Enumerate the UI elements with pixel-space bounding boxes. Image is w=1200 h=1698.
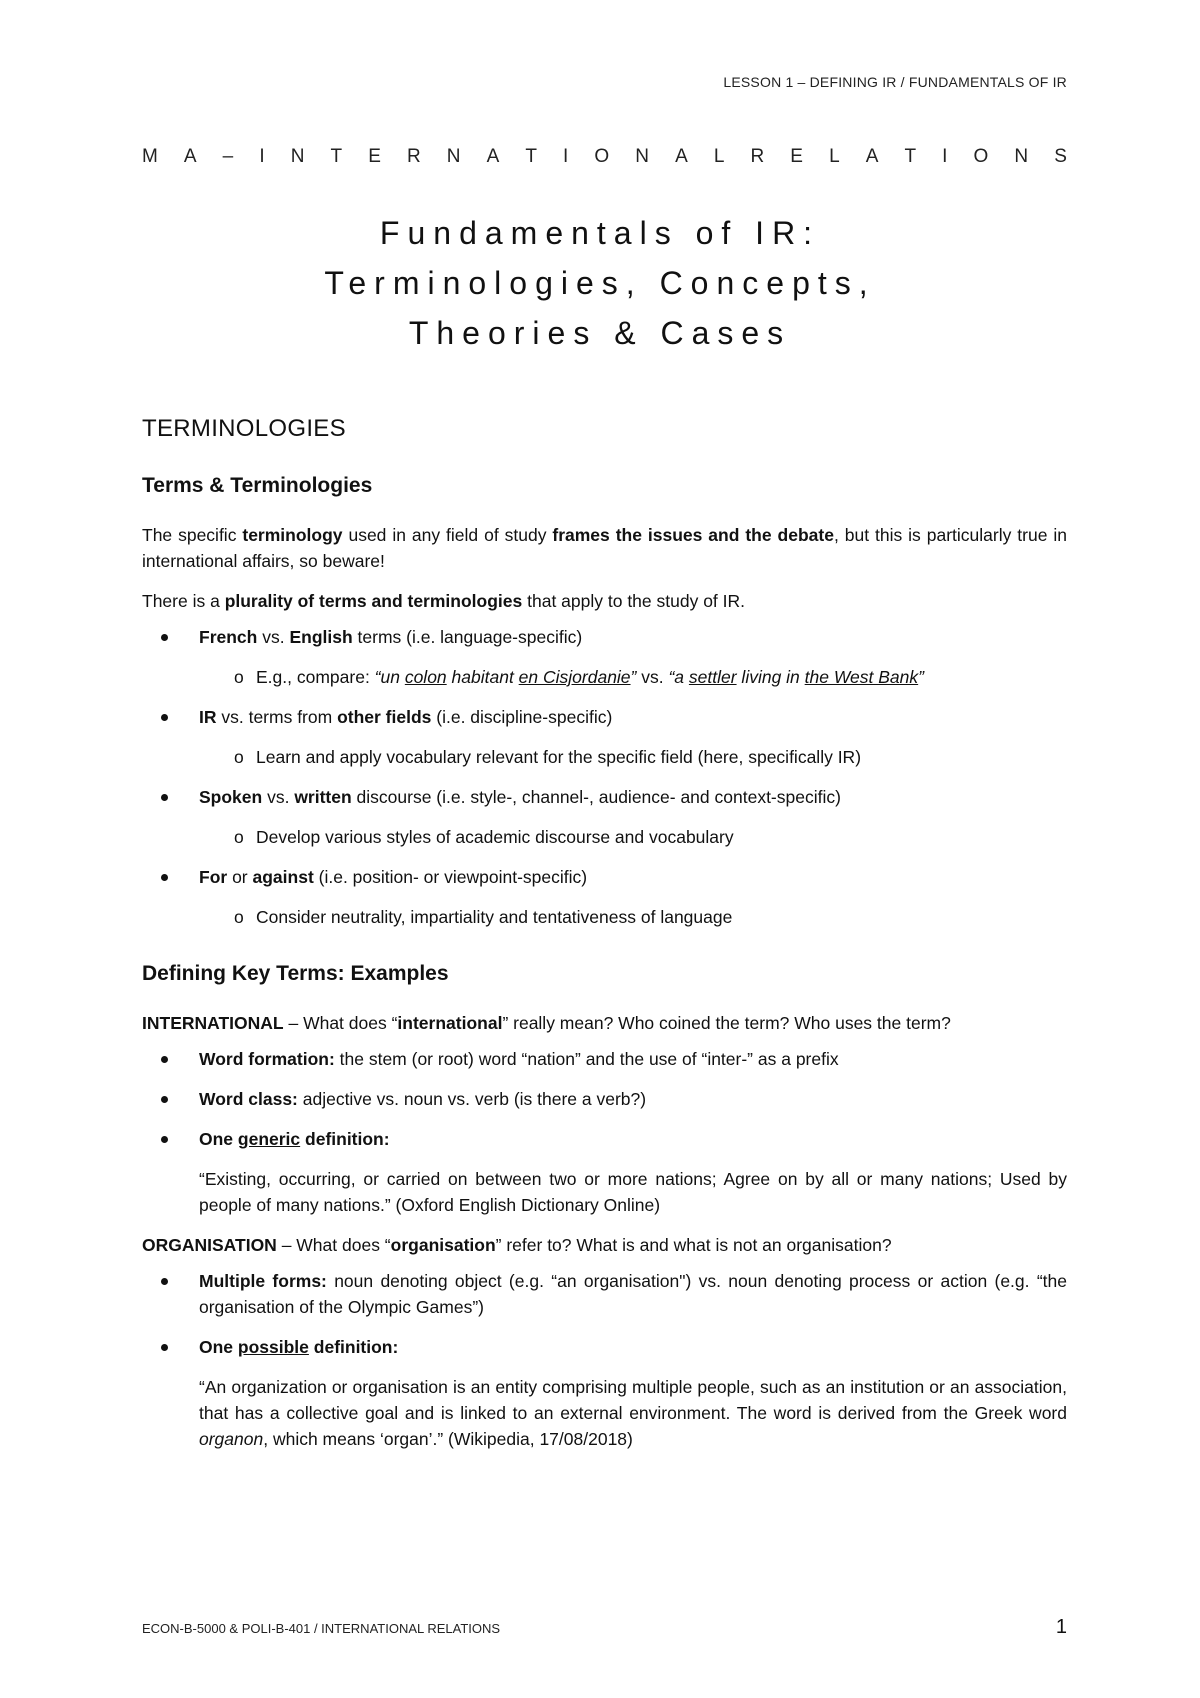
bullet-icon	[161, 1278, 168, 1285]
section-heading-terminologies: TERMINOLOGIES	[142, 415, 346, 442]
list-item: Multiple forms: noun denoting object (e.g. “an organisation") vs. noun denoting process or action (e.g. “the organisation of the Olympic Games”)	[142, 1268, 1067, 1320]
subheading-terms: Terms & Terminologies	[142, 474, 373, 497]
paragraph-international: INTERNATIONAL – What does “international” really mean? Who coined the term? Who uses the term?	[142, 1013, 951, 1033]
sub-list-item: o E.g., compare: “un colon habitant en Cisjordanie” vs. “a settler living in the West Bank”	[199, 664, 1067, 690]
organisation-bullet-list	[142, 1268, 1067, 1452]
list-item: French vs. English terms (i.e. language-specific) o E.g., compare: “un colon habitant en Cisjordanie” vs. “a settler living in the West Bank”	[142, 624, 1067, 690]
bullet-icon	[161, 1096, 168, 1103]
circle-bullet-icon: o	[234, 827, 244, 847]
bullet-icon	[161, 1136, 168, 1143]
definition-quote: “Existing, occurring, or carried on between two or more nations; Agree on by all or many nations; Used by people of many nations.” (Oxford English Dictionary Online)	[199, 1169, 1067, 1215]
banner-letter: R	[406, 146, 421, 167]
banner-letter: N	[635, 146, 649, 167]
list-item: For or against (i.e. position- or viewpoint-specific) o Consider neutrality, impartiality and tentativeness of language	[142, 864, 1067, 930]
paragraph-plurality: There is a plurality of terms and terminologies that apply to the study of IR.	[142, 591, 746, 611]
terminology-bullet-list	[142, 624, 1067, 930]
list-item: One possible definition: “An organization or organisation is an entity comprising multiple people, such as an institution or an association, that has a collective goal and is linked to an external environment. The word is derived from the Greek word organon, which means ‘organ’.” (Wikipedia, 17/08/2018)	[142, 1334, 1067, 1452]
banner-letter: M	[142, 146, 158, 167]
page-number: 1	[1055, 1616, 1067, 1638]
title-line-2: Terminologies, Concepts,	[324, 265, 876, 301]
circle-bullet-icon: o	[234, 667, 244, 687]
bullet-icon	[161, 794, 168, 801]
banner-letter: L	[829, 146, 840, 167]
program-banner	[142, 146, 1067, 168]
bullet-icon	[161, 634, 168, 641]
list-item: IR vs. terms from other fields (i.e. discipline-specific) o Learn and apply vocabulary relevant for the specific field (here, specifically IR)	[142, 704, 1067, 770]
banner-letter: I	[259, 146, 265, 167]
sub-list-item: o Consider neutrality, impartiality and tentativeness of language	[199, 904, 1067, 930]
bullet-icon	[161, 714, 168, 721]
banner-letter: N	[290, 146, 305, 167]
list-item: Spoken vs. written discourse (i.e. style-, channel-, audience- and context-specific) o Develop various styles of academic discourse and vocabulary	[142, 784, 1067, 850]
banner-letter: A	[183, 146, 197, 167]
banner-letter: T	[525, 146, 537, 167]
paragraph-terminology: The specific terminology used in any field of study frames the issues and the debate, but this is particularly true in international affairs, so beware!	[142, 525, 1067, 571]
list-item: One generic definition: “Existing, occurring, or carried on between two or more nations; Agree on by all or many nations; Used by people of many nations.” (Oxford English Dictionary Online)	[142, 1126, 1067, 1218]
document-title	[0, 208, 1200, 358]
list-item: Word formation: the stem (or root) word “nation” and the use of “inter-” as a prefix	[142, 1046, 1067, 1072]
footer-course: ECON-B-5000 & POLI-B-401 / INTERNATIONAL RELATIONS	[142, 1621, 501, 1636]
sub-list-item: o Learn and apply vocabulary relevant for the specific field (here, specifically IR)	[199, 744, 1067, 770]
title-line-3: Theories & Cases	[408, 315, 792, 351]
circle-bullet-icon: o	[234, 907, 244, 927]
paragraph-organisation: ORGANISATION – What does “organisation” refer to? What is and what is not an organisation?	[142, 1235, 892, 1255]
subheading-key-terms: Defining Key Terms: Examples	[142, 962, 449, 985]
banner-letter: I	[942, 146, 948, 167]
banner-letter: L	[713, 146, 725, 167]
banner-letter: I	[563, 146, 569, 167]
banner-letter: A	[675, 146, 688, 167]
main-content	[142, 414, 1067, 1466]
bullet-icon	[161, 874, 168, 881]
banner-letter: E	[368, 146, 381, 167]
sub-list-item: o Develop various styles of academic discourse and vocabulary	[199, 824, 1067, 850]
international-bullet-list	[142, 1046, 1067, 1218]
banner-letter: T	[330, 146, 343, 167]
banner-letter: A	[486, 146, 500, 167]
definition-quote: “An organization or organisation is an entity comprising multiple people, such as an institution or an association, that has a collective goal and is linked to an external environment. The word is derived from the Greek word organon, which means ‘organ’.” (Wikipedia, 17/08/2018)	[199, 1377, 1067, 1449]
running-header: LESSON 1 – DEFINING IR / FUNDAMENTALS OF IR	[723, 74, 1067, 90]
title-line-1: Fundamentals of IR:	[379, 215, 821, 251]
banner-letter: O	[973, 146, 989, 167]
banner-letter: T	[904, 146, 917, 167]
list-item: Word class: adjective vs. noun vs. verb (is there a verb?)	[142, 1086, 1067, 1112]
bullet-icon	[161, 1056, 168, 1063]
circle-bullet-icon: o	[234, 747, 244, 767]
banner-letter: E	[790, 146, 803, 167]
banner-letter: N	[446, 146, 461, 167]
banner-letter: –	[222, 146, 234, 167]
bullet-icon	[161, 1344, 168, 1351]
banner-letter: N	[1014, 146, 1029, 167]
banner-letter: R	[750, 146, 765, 167]
banner-letter: S	[1054, 146, 1067, 167]
banner-letter: A	[865, 146, 879, 167]
banner-letter: O	[594, 146, 610, 167]
